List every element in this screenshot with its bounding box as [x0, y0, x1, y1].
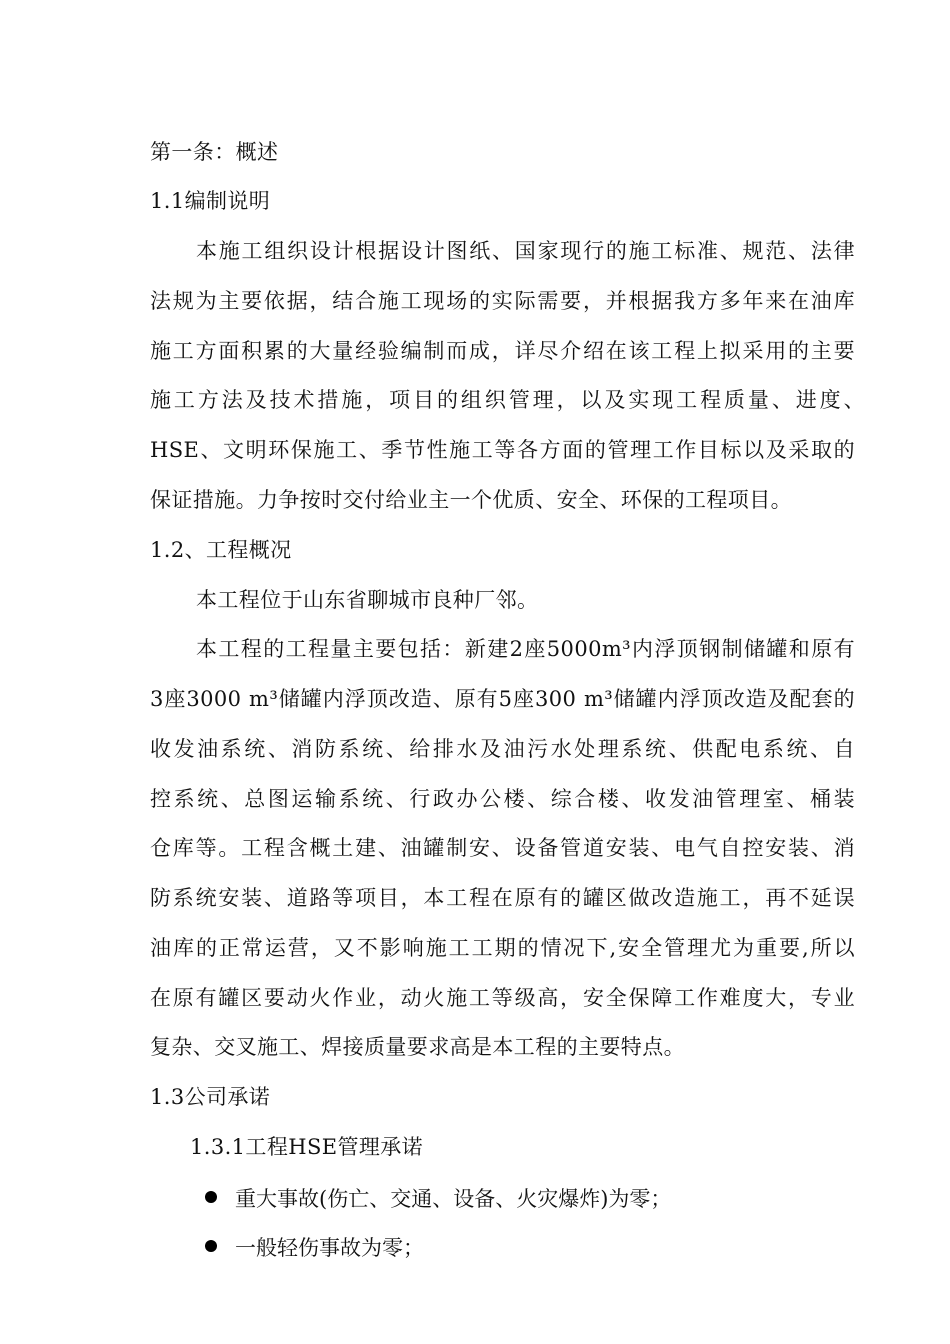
bullet-dot-icon — [205, 1240, 217, 1252]
paragraph-1-2-line: 防系统安装、道路等项目，本工程在原有的罐区做改造施工，再不延误 — [150, 886, 855, 910]
bullet-item — [205, 1184, 671, 1212]
paragraph-1-1-line: 施工方面积累的大量经验编制而成，详尽介绍在该工程上拟采用的主要 — [150, 339, 855, 363]
paragraph-1-2-line: 3座3000 m³储罐内浮顶改造、原有5座300 m³储罐内浮顶改造及配套的 — [150, 687, 855, 711]
paragraph-1-2-line: 控系统、总图运输系统、行政办公楼、综合楼、收发油管理室、桶装 — [150, 787, 855, 811]
heading-1-2: 1.2、工程概况 — [150, 538, 292, 562]
paragraph-1-2-line: 收发油系统、消防系统、给排水及油污水处理系统、供配电系统、自 — [150, 737, 855, 761]
paragraph-1-2-line: 油库的正常运营，又不影响施工工期的情况下,安全管理尤为重要,所以 — [150, 936, 855, 960]
paragraph-1-1-line: HSE、文明环保施工、季节性施工等各方面的管理工作目标以及采取的 — [150, 438, 855, 462]
paragraph-1-2-line: 本工程的工程量主要包括：新建2座5000m³内浮顶钢制储罐和原有 — [196, 637, 855, 661]
bullet-dot-icon — [205, 1191, 217, 1203]
bullet-item — [205, 1233, 424, 1261]
paragraph-1-2-line: 仓库等。工程含概土建、油罐制安、设备管道安装、电气自控安装、消 — [150, 836, 855, 860]
paragraph-1-2-line: 在原有罐区要动火作业，动火施工等级高，安全保障工作难度大，专业 — [150, 986, 855, 1010]
paragraph-1-1-line: 施工方法及技术措施，项目的组织管理，以及实现工程质量、进度、 — [150, 388, 865, 412]
bullet-text: 重大事故(伤亡、交通、设备、火灾爆炸)为零； — [235, 1186, 672, 1211]
bullet-text: 一般轻伤事故为零； — [235, 1235, 424, 1260]
project-location: 本工程位于山东省聊城市良种厂邻。 — [196, 588, 539, 612]
paragraph-1-1-line: 保证措施。力争按时交付给业主一个优质、安全、环保的工程项目。 — [150, 488, 792, 512]
heading-1-3: 1.3公司承诺 — [150, 1085, 271, 1109]
heading-1-3-1: 1.3.1工程HSE管理承诺 — [190, 1135, 424, 1159]
paragraph-1-1-line: 本施工组织设计根据设计图纸、国家现行的施工标准、规范、法律 — [196, 239, 855, 263]
heading-1-1: 1.1编制说明 — [150, 189, 271, 213]
paragraph-1-2-line: 复杂、交叉施工、焊接质量要求高是本工程的主要特点。 — [150, 1035, 685, 1059]
section-heading: 第一条：概述 — [150, 140, 279, 164]
paragraph-1-1-line: 法规为主要依据，结合施工现场的实际需要，并根据我方多年来在油库 — [150, 289, 855, 313]
